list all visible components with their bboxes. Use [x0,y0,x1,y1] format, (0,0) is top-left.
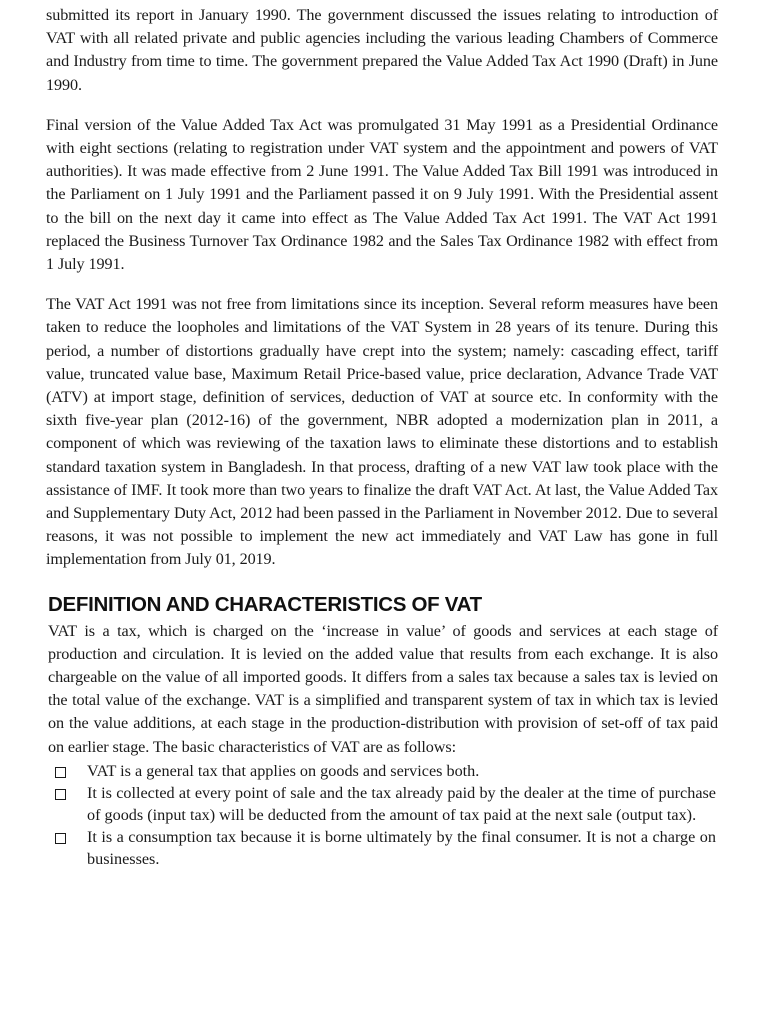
section-heading: DEFINITION AND CHARACTERISTICS OF VAT [48,592,482,616]
list-item [46,761,718,783]
list-item [46,827,718,870]
checkbox-square-icon [55,789,66,800]
list-item [46,783,718,826]
list-item-text: VAT is a general tax that applies on goods and services both. [87,761,480,780]
checkbox-square-icon [55,833,66,844]
list-item-text: It is collected at every point of sale and the tax already paid by the dealer at the time of purchase of goods (input tax) will be deducted from the amount of tax paid at the next sale (output tax). [87,784,716,824]
characteristics-list [46,761,718,871]
document-page [46,4,718,871]
paragraph-vat-draft-1990: submitted its report in January 1990. The government discussed the issues relating to introduction of VAT with all related private and public agencies including the various leading Chambers of Commerce and Industry from time to time. The government prepared the Value Added Tax Act 1990 (Draft) in June 1990. [46,6,718,94]
paragraph-vat-reforms: The VAT Act 1991 was not free from limitations since its inception. Several reform measures have been taken to reduce the loopholes and limitations of the VAT System in 28 years of its tenure. During this period, a number of distortions gradually have crept into the system; namely: cascading effect, tariff value, truncated value base, Maximum Retail Price-based value, price declaration, Advance Trade VAT (ATV) at import stage, definition of services, deduction of VAT at source etc. In conformity with the sixth five-year plan (2012-16) of the government, NBR adopted a modernization plan in 2011, a component of which was reviewing of the taxation laws to eliminate these distortions and to establish standard taxation system in Bangladesh. In that process, drafting of a new VAT law took place with the assistance of IMF. It took more than two years to finalize the draft VAT Act. At last, the Value Added Tax and Supplementary Duty Act, 2012 had been passed in the Parliament in November 2012. Due to several reasons, it was not possible to implement the new act immediately and VAT Law has gone in full implementation from July 01, 2019. [46,295,718,569]
paragraph-vat-act-1991: Final version of the Value Added Tax Act was promulgated 31 May 1991 as a Presidential Ordinance with eight sections (relating to registration under VAT system and the appointment and powers of VAT authorities). It was made effective from 2 June 1991. The Value Added Tax Bill 1991 was introduced in the Parliament on 1 July 1991 and the Parliament passed it on 9 July 1991. With the Presidential assent to the bill on the next day it came into effect as The Value Added Tax Act 1991. The VAT Act 1991 replaced the Business Turnover Tax Ordinance 1982 and the Sales Tax Ordinance 1982 with effect from 1 July 1991. [46,115,718,274]
list-item-text: It is a consumption tax because it is borne ultimately by the final consumer. It is not a charge on businesses. [87,828,716,868]
checkbox-square-icon [55,767,66,778]
paragraph-vat-definition: VAT is a tax, which is charged on the ‘increase in value’ of goods and services at each stage of production and circulation. It is levied on the added value that results from each exchange. It is also chargeable on the value of all imported goods. It differs from a sales tax because a sales tax is levied on the total value of the exchange. VAT is a simplified and transparent system of tax in which tax is levied on the value additions, at each stage in the production-distribution with provision of set-off of tax paid on earlier stage. The basic characteristics of VAT are as follows: [48,621,718,756]
